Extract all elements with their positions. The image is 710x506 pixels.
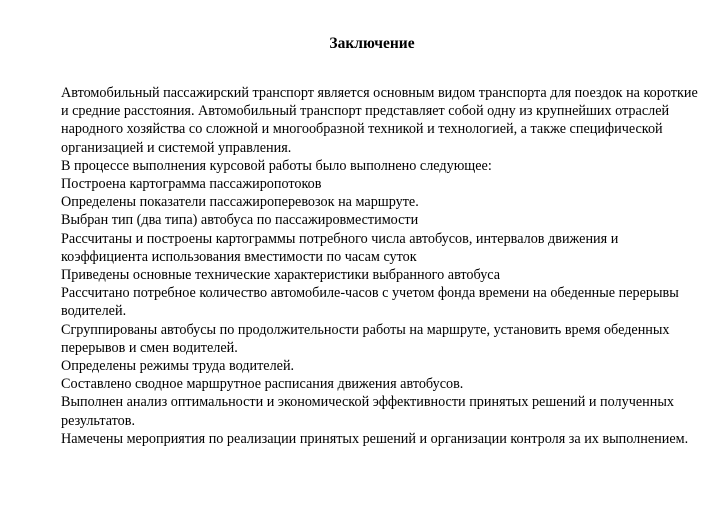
list-item: Намечены мероприятия по реализации принятых решений и организации контроля за их выполнением. — [61, 430, 689, 447]
list-item: Составлено сводное маршрутное расписания движения автобусов. — [61, 376, 464, 393]
list-item: Рассчитано потребное количество автомобиле-часов с учетом фонда времени на обеденные перерывы водителей. — [61, 285, 679, 320]
list-item: Определены показатели пассажироперевозок на маршруте. — [61, 194, 419, 211]
list-item: Определены режимы труда водителей. — [61, 358, 295, 375]
list-item: Сгруппированы автобусы по продолжительности работы на маршруте, установить время обеденных перерывов и смен водителей. — [61, 321, 670, 356]
intro-paragraph: Автомобильный пассажирский транспорт является основным видом транспорта для поездок на короткие и средние расстояния. Автомобильный транспорт представляет собой одну из крупнейших отраслей народного хозяйства со сложной и многообразной техникой и технологией, а также специфической организацией и системой управления. — [61, 85, 698, 156]
lead-in-line: В процессе выполнения курсовой работы было выполнено следующее: — [61, 157, 492, 174]
list-item: Выполнен анализ оптимальности и экономической эффективности принятых решений и полученных результатов. — [61, 394, 674, 429]
page-title: Заключение — [329, 35, 415, 52]
list-item: Построена картограмма пассажиропотоков — [61, 176, 322, 193]
document-body — [61, 84, 701, 448]
list-item: Рассчитаны и построены картограммы потребного числа автобусов, интервалов движения и коэффициента использования вместимости по часам суток — [61, 230, 619, 265]
list-item: Выбран тип (два типа) автобуса по пассажировместимости — [61, 212, 419, 229]
list-item: Приведены основные технические характеристики выбранного автобуса — [61, 267, 501, 284]
